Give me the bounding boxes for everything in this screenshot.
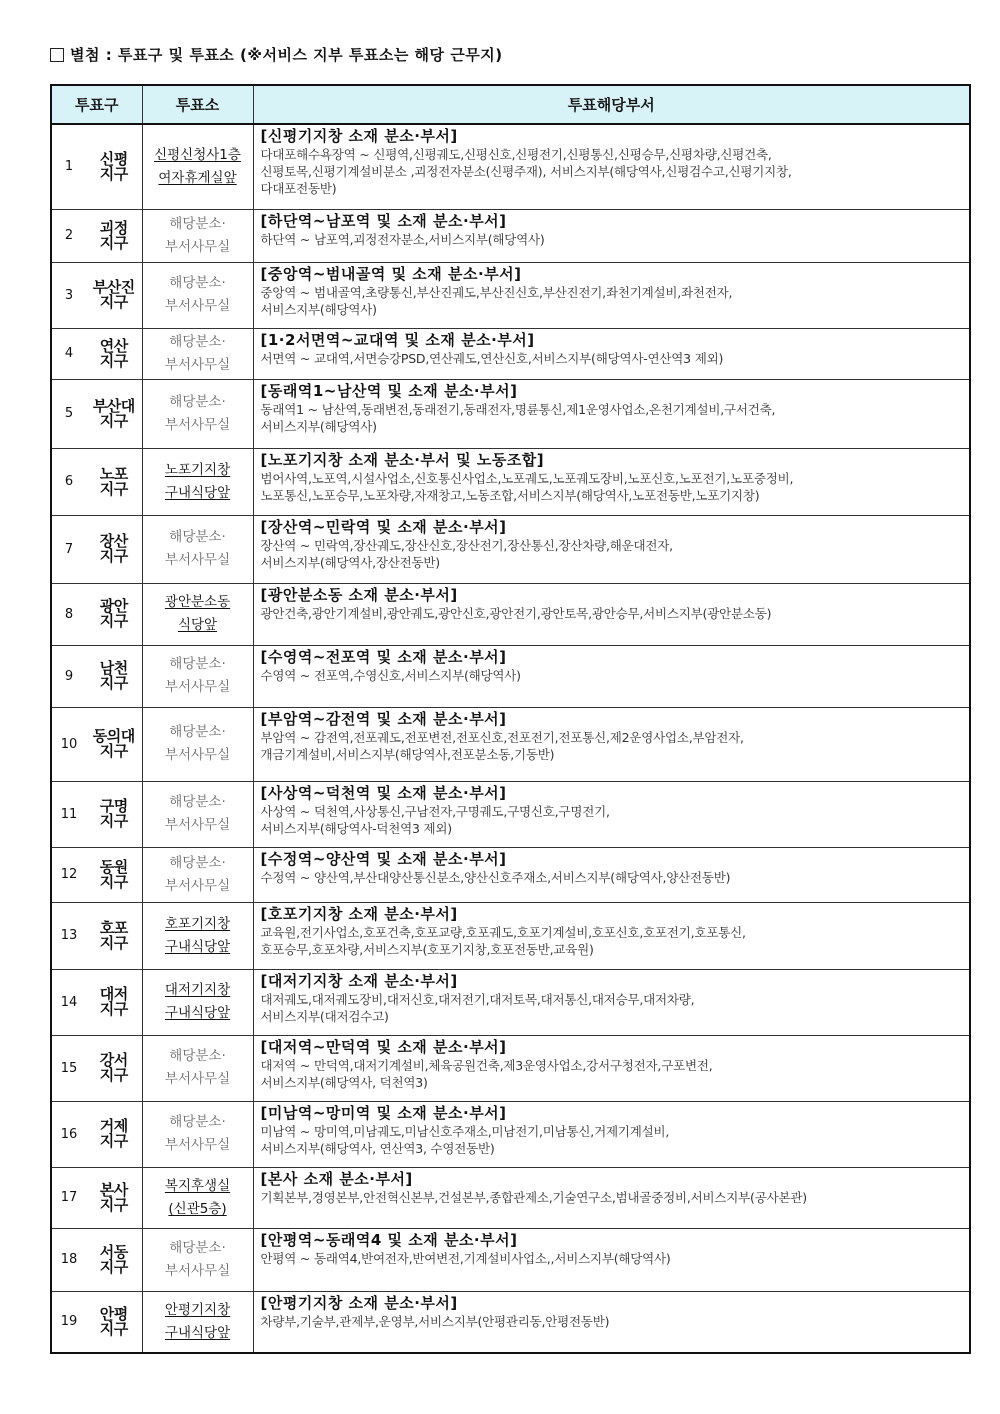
- department-list: 안평역 ~ 동래역4,반여전자,반여변전,기계설비사업소,,서비스지부(해당역사): [260, 1250, 671, 1266]
- department-heading: [사상역~덕천역 및 소재 분소·부서]: [260, 783, 507, 802]
- department-heading: [신평기지창 소재 분소·부서]: [260, 127, 458, 145]
- column-header-place: 투표소: [142, 85, 253, 124]
- district-name: 서동 지구: [86, 1228, 142, 1291]
- row-number: 3: [51, 262, 86, 328]
- table-row: [51, 1167, 970, 1228]
- department-list: 대저궤도,대저궤도장비,대저신호,대저전기,대저토목,대저통신,대저승무,대저차량, 서비스지부(대저검수고): [260, 991, 695, 1024]
- row-number: 7: [51, 515, 86, 583]
- department-cell: [253, 1035, 970, 1101]
- department-heading: [장산역~민락역 및 소재 분소·부서]: [260, 517, 507, 536]
- district-name: 부산대 지구: [86, 379, 142, 448]
- polling-place: 노포기지창 구내식당앞: [142, 448, 253, 515]
- polling-place: 대저기지창 구내식당앞: [142, 969, 253, 1035]
- department-list: 중앙역 ~ 범내골역,초량통신,부산진궤도,부산진신호,부산진전기,좌천기계설비,좌천전자, 서비스지부(해당역사): [260, 284, 733, 317]
- polling-place: 안평기지창 구내식당앞: [142, 1291, 253, 1353]
- table-body: [51, 124, 970, 1353]
- department-cell: [253, 1101, 970, 1167]
- polling-place: 해당분소· 부서사무실: [142, 707, 253, 781]
- department-heading: [중앙역~범내골역 및 소재 분소·부서]: [260, 264, 522, 283]
- district-name: 괴정 지구: [86, 209, 142, 262]
- department-list: 기획본부,경영본부,안전혁신본부,건설본부,종합관제소,기술연구소,범내골중정비,서비스지부(공사본관): [260, 1189, 807, 1205]
- row-number: 14: [51, 969, 86, 1035]
- district-name: 강서 지구: [86, 1035, 142, 1101]
- district-name: 구명 지구: [86, 781, 142, 847]
- table-row: [51, 515, 970, 583]
- department-list: 미남역 ~ 망미역,미남궤도,미남신호주재소,미남전기,미남통신,거제기계설비, 서비스지부(해당역사, 연산역3, 수영전동반): [260, 1123, 670, 1156]
- table-header-row: [51, 85, 970, 124]
- table-row: [51, 707, 970, 781]
- row-number: 4: [51, 328, 86, 379]
- department-heading: [대저역~만덕역 및 소재 분소·부서]: [260, 1037, 507, 1056]
- district-name: 남천 지구: [86, 645, 142, 707]
- row-number: 5: [51, 379, 86, 448]
- department-heading: [수정역~양산역 및 소재 분소·부서]: [260, 849, 507, 868]
- row-number: 10: [51, 707, 86, 781]
- department-cell: [253, 448, 970, 515]
- polling-place: 해당분소· 부서사무실: [142, 262, 253, 328]
- row-number: 15: [51, 1035, 86, 1101]
- department-cell: [253, 847, 970, 902]
- table-row: [51, 645, 970, 707]
- district-name: 장산 지구: [86, 515, 142, 583]
- row-number: 6: [51, 448, 86, 515]
- document-title: [50, 44, 503, 65]
- department-cell: [253, 1291, 970, 1353]
- department-cell: [253, 209, 970, 262]
- polling-place: 해당분소· 부서사무실: [142, 1035, 253, 1101]
- polling-table: [50, 84, 971, 1354]
- row-number: 12: [51, 847, 86, 902]
- table-row: [51, 209, 970, 262]
- department-cell: [253, 969, 970, 1035]
- row-number: 9: [51, 645, 86, 707]
- department-heading: [하단역~남포역 및 소재 분소·부서]: [260, 211, 507, 230]
- polling-place: 해당분소· 부서사무실: [142, 209, 253, 262]
- department-list: 광안건축,광안기계설비,광안궤도,광안신호,광안전기,광안토목,광안승무,서비스지부(광안분소동): [260, 605, 772, 621]
- checkbox-icon: [50, 48, 64, 62]
- row-number: 2: [51, 209, 86, 262]
- department-cell: [253, 583, 970, 645]
- district-name: 동원 지구: [86, 847, 142, 902]
- polling-place: 해당분소· 부서사무실: [142, 645, 253, 707]
- department-cell: [253, 707, 970, 781]
- table-row: [51, 124, 970, 209]
- department-heading: [동래역1~남산역 및 소재 분소·부서]: [260, 381, 518, 400]
- polling-place: 신평신청사1층 여자휴게실앞: [142, 124, 253, 209]
- table-row: [51, 448, 970, 515]
- department-cell: [253, 645, 970, 707]
- polling-place: 해당분소· 부서사무실: [142, 847, 253, 902]
- table-row: [51, 262, 970, 328]
- row-number: 11: [51, 781, 86, 847]
- district-name: 안평 지구: [86, 1291, 142, 1353]
- department-heading: [미남역~망미역 및 소재 분소·부서]: [260, 1103, 507, 1122]
- department-list: 대저역 ~ 만덕역,대저기계설비,체육공원건축,제3운영사업소,강서구청전자,구포변전, 서비스지부(해당역사, 덕천역3): [260, 1057, 713, 1090]
- department-heading: [부암역~감전역 및 소재 분소·부서]: [260, 709, 507, 728]
- column-header-dept: 투표해당부서: [253, 85, 970, 124]
- row-number: 8: [51, 583, 86, 645]
- district-name: 노포 지구: [86, 448, 142, 515]
- department-list: 교육원,전기사업소,호포건축,호포교량,호포궤도,호포기계설비,호포신호,호포전기,호포통신, 호포승무,호포차량,서비스지부(호포기지창,호포전동반,교육원): [260, 924, 746, 957]
- department-list: 하단역 ~ 남포역,괴정전자분소,서비스지부(해당역사): [260, 231, 545, 247]
- polling-place: 해당분소· 부서사무실: [142, 515, 253, 583]
- table-row: [51, 847, 970, 902]
- department-list: 장산역 ~ 민락역,장산궤도,장산신호,장산전기,장산통신,장산차량,해운대전자, 서비스지부(해당역사,장산전동반): [260, 537, 673, 570]
- department-cell: [253, 902, 970, 969]
- district-name: 호포 지구: [86, 902, 142, 969]
- department-cell: [253, 1228, 970, 1291]
- table-row: [51, 1228, 970, 1291]
- department-heading: [호포기지창 소재 분소·부서]: [260, 904, 458, 923]
- department-list: 서면역 ~ 교대역,서면승강PSD,연산궤도,연산신호,서비스지부(해당역사-연산역3 제외): [260, 350, 724, 366]
- department-list: 차량부,기술부,관제부,운영부,서비스지부(안평관리동,안평전동반): [260, 1313, 610, 1329]
- department-heading: [노포기지창 소재 분소·부서 및 노동조합]: [260, 450, 545, 469]
- department-cell: [253, 328, 970, 379]
- polling-place: 호포기지창 구내식당앞: [142, 902, 253, 969]
- polling-place: 해당분소· 부서사무실: [142, 1101, 253, 1167]
- table-row: [51, 379, 970, 448]
- department-cell: [253, 379, 970, 448]
- department-cell: [253, 1167, 970, 1228]
- polling-place: 해당분소· 부서사무실: [142, 781, 253, 847]
- polling-place: 복지후생실 (신관5층): [142, 1167, 253, 1228]
- row-number: 13: [51, 902, 86, 969]
- district-name: 광안 지구: [86, 583, 142, 645]
- department-heading: [안평기지창 소재 분소·부서]: [260, 1293, 458, 1312]
- department-list: 범어사역,노포역,시설사업소,신호통신사업소,노포궤도,노포궤도장비,노포신호,노포전기,노포중정비, 노포통신,노포승무,노포차량,자재창고,노동조합,서비스지부(해당역사,노포전동반,노포기지창): [260, 470, 794, 503]
- department-list: 사상역 ~ 덕천역,사상통신,구남전자,구명궤도,구명신호,구명전기, 서비스지부(해당역사-덕천역3 제외): [260, 803, 610, 836]
- row-number: 19: [51, 1291, 86, 1353]
- table-row: [51, 328, 970, 379]
- department-list: 동래역1 ~ 남산역,동래변전,동래전기,동래전자,명륜통신,제1운영사업소,온천기계설비,구서건축, 서비스지부(해당역사): [260, 401, 776, 434]
- row-number: 1: [51, 124, 86, 209]
- column-header-district: 투표구: [51, 85, 142, 124]
- department-cell: [253, 515, 970, 583]
- department-heading: [대저기지창 소재 분소·부서]: [260, 971, 458, 990]
- district-name: 본사 지구: [86, 1167, 142, 1228]
- row-number: 17: [51, 1167, 86, 1228]
- polling-place: 해당분소· 부서사무실: [142, 379, 253, 448]
- district-name: 거제 지구: [86, 1101, 142, 1167]
- table-row: [51, 781, 970, 847]
- department-heading: [안평역~동래역4 및 소재 분소·부서]: [260, 1230, 518, 1249]
- department-cell: [253, 262, 970, 328]
- table-row: [51, 1291, 970, 1353]
- document-title-text: 별첨 : 투표구 및 투표소 (※서비스 지부 투표소는 해당 근무지): [70, 46, 503, 64]
- department-cell: [253, 124, 970, 209]
- row-number: 18: [51, 1228, 86, 1291]
- district-name: 연산 지구: [86, 328, 142, 379]
- department-heading: [1·2서면역~교대역 및 소재 분소·부서]: [260, 330, 535, 349]
- department-list: 다대포해수욕장역 ~ 신평역,신평궤도,신평신호,신평전기,신평통신,신평승무,신평차량,신평건축, 신평토목,신평기계설비분소 ,괴정전자분소(신평주재), 서비스지부(해당역사,신평검수고,신평기지창, 다대포전동반): [260, 147, 792, 196]
- polling-place: 해당분소· 부서사무실: [142, 328, 253, 379]
- department-heading: [수영역~전포역 및 소재 분소·부서]: [260, 647, 507, 666]
- department-heading: [광안분소동 소재 분소·부서]: [260, 585, 458, 604]
- department-list: 수영역 ~ 전포역,수영신호,서비스지부(해당역사): [260, 667, 521, 683]
- district-name: 동의대 지구: [86, 707, 142, 781]
- table-row: [51, 583, 970, 645]
- department-list: 수정역 ~ 양산역,부산대양산통신분소,양산신호주재소,서비스지부(해당역사,양산전동반): [260, 869, 731, 885]
- table-row: [51, 1101, 970, 1167]
- department-heading: [본사 소재 분소·부서]: [260, 1169, 413, 1188]
- district-name: 대저 지구: [86, 969, 142, 1035]
- table-row: [51, 969, 970, 1035]
- department-list: 부암역 ~ 감전역,전포궤도,전포변전,전포신호,전포전기,전포통신,제2운영사업소,부암전자, 개금기계설비,서비스지부(해당역사,전포분소동,기동반): [260, 729, 744, 762]
- table-row: [51, 1035, 970, 1101]
- district-name: 신평 지구: [86, 124, 142, 209]
- district-name: 부산진 지구: [86, 262, 142, 328]
- polling-place: 광안분소동 식당앞: [142, 583, 253, 645]
- department-cell: [253, 781, 970, 847]
- row-number: 16: [51, 1101, 86, 1167]
- table-row: [51, 902, 970, 969]
- polling-place: 해당분소· 부서사무실: [142, 1228, 253, 1291]
